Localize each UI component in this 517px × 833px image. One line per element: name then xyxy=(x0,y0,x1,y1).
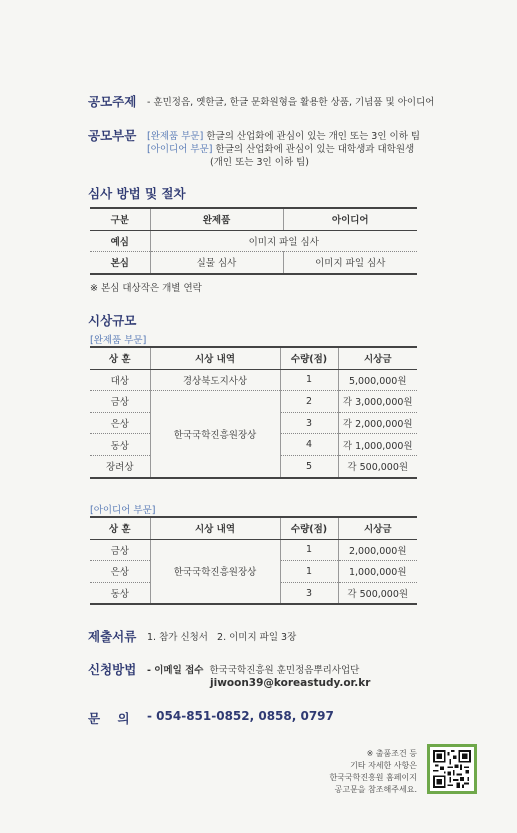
prize-amount: 각 2,000,000원 xyxy=(338,412,417,434)
prize-amount: 각 1,000,000원 xyxy=(338,434,417,456)
apply-email: jiwoon39@koreastudy.or.kr xyxy=(210,677,371,689)
table-row xyxy=(90,369,417,391)
table-row xyxy=(90,539,417,561)
prize-amount: 각 3,000,000원 xyxy=(338,391,417,413)
category-item-idea xyxy=(147,141,414,155)
prize-award: 동상 xyxy=(90,434,150,456)
prize-award: 금상 xyxy=(90,539,150,561)
footer-line: 기타 자세한 사항은 xyxy=(350,761,417,770)
prize-qty: 1 xyxy=(280,561,338,583)
prize-header-qty: 수량(점) xyxy=(280,347,338,369)
prize-qty: 3 xyxy=(280,582,338,604)
review-heading: 심사 방법 및 절차 xyxy=(88,186,186,201)
prize-award: 은상 xyxy=(90,561,150,583)
prize-qty: 1 xyxy=(280,539,338,561)
apply-heading: 신청방법 xyxy=(88,662,137,677)
prize-header-giver: 시상 내역 xyxy=(150,347,280,369)
prize-amount: 각 500,000원 xyxy=(338,455,417,477)
contact-heading: 문 의 xyxy=(88,711,130,726)
table-row xyxy=(90,391,417,413)
prize-qty: 2 xyxy=(280,391,338,413)
prize-header-qty: 수량(점) xyxy=(280,517,338,539)
apply-org: 한국국학진흥원 훈민정음뿌리사업단 xyxy=(209,665,360,676)
review-header-idea: 아이디어 xyxy=(283,208,417,230)
prize-header-row xyxy=(90,517,417,539)
prize-header-award: 상 훈 xyxy=(90,517,150,539)
review-row-label: 예심 xyxy=(90,230,150,252)
category-tag-product: [완제품 부문] xyxy=(147,131,204,142)
topic-text: - 훈민정음, 옛한글, 한글 문화원형을 활용한 상품, 기념품 및 아이디어 xyxy=(147,97,435,108)
prize-award: 대상 xyxy=(90,369,150,391)
prize-amount: 1,000,000원 xyxy=(338,561,417,583)
review-row-label: 본심 xyxy=(90,252,150,274)
prize-header-row xyxy=(90,347,417,369)
prize-amount: 2,000,000원 xyxy=(338,539,417,561)
review-note: ※ 본심 대상작은 개별 연락 xyxy=(90,283,202,294)
review-table xyxy=(90,207,417,275)
footer-line: 공고문을 참조해주세요. xyxy=(334,785,417,794)
prize-giver: 경상북도지사상 xyxy=(150,369,280,391)
prize-header-award: 상 훈 xyxy=(90,347,150,369)
review-row-value: 이미지 파일 심사 xyxy=(150,230,417,252)
footer-note xyxy=(329,748,417,796)
prize-header-giver: 시상 내역 xyxy=(150,517,280,539)
prize-qty: 1 xyxy=(280,369,338,391)
docs-heading: 제출서류 xyxy=(88,629,137,644)
footer-line: 한국국학진흥원 홈페이지 xyxy=(329,773,417,782)
prize-giver-merged: 한국국학진흥원장상 xyxy=(150,539,280,604)
review-row-final xyxy=(90,252,417,274)
prize-award: 동상 xyxy=(90,582,150,604)
prize-table-product xyxy=(90,346,417,479)
review-header-product: 완제품 xyxy=(150,208,283,230)
category-note: (개인 또는 3인 이하 팀) xyxy=(210,157,309,168)
topic-heading: 공모주제 xyxy=(88,94,137,109)
prizes-heading: 시상규모 xyxy=(88,313,137,328)
category-text-idea: 한글의 산업화에 관심이 있는 대학생과 대학원생 xyxy=(215,144,415,155)
review-header-row xyxy=(90,208,417,230)
prize-award: 장려상 xyxy=(90,455,150,477)
prize-header-amount: 시상금 xyxy=(338,517,417,539)
prize-header-amount: 시상금 xyxy=(338,347,417,369)
prize-amount: 각 500,000원 xyxy=(338,582,417,604)
category-tag-idea: [아이디어 부문] xyxy=(147,144,213,155)
category-item-product xyxy=(147,128,420,142)
review-row-idea: 이미지 파일 심사 xyxy=(283,252,417,274)
review-header-type: 구분 xyxy=(90,208,150,230)
prizes-idea-tag: [아이디어 부문] xyxy=(90,505,156,516)
prize-table-idea xyxy=(90,516,417,605)
contact-text: - 054-851-0852, 0858, 0797 xyxy=(147,709,334,723)
footer-line: ※ 출품조건 등 xyxy=(366,749,417,758)
prize-award: 금상 xyxy=(90,391,150,413)
prize-amount: 5,000,000원 xyxy=(338,369,417,391)
prize-qty: 5 xyxy=(280,455,338,477)
apply-prefix: - 이메일 접수 xyxy=(147,665,204,676)
category-text-product: 한글의 산업화에 관심이 있는 개인 또는 3인 이하 팀 xyxy=(206,131,421,142)
prize-qty: 3 xyxy=(280,412,338,434)
docs-text: 1. 참가 신청서 2. 이미지 파일 3장 xyxy=(147,632,297,643)
qr-code-icon[interactable] xyxy=(427,744,477,794)
apply-line xyxy=(147,662,359,676)
prize-qty: 4 xyxy=(280,434,338,456)
prize-giver-merged: 한국국학진흥원장상 xyxy=(150,391,280,478)
review-row-product: 실물 심사 xyxy=(150,252,283,274)
review-row-prelim xyxy=(90,230,417,252)
prize-award: 은상 xyxy=(90,412,150,434)
prizes-product-tag: [완제품 부문] xyxy=(90,335,147,346)
category-heading: 공모부문 xyxy=(88,128,137,143)
